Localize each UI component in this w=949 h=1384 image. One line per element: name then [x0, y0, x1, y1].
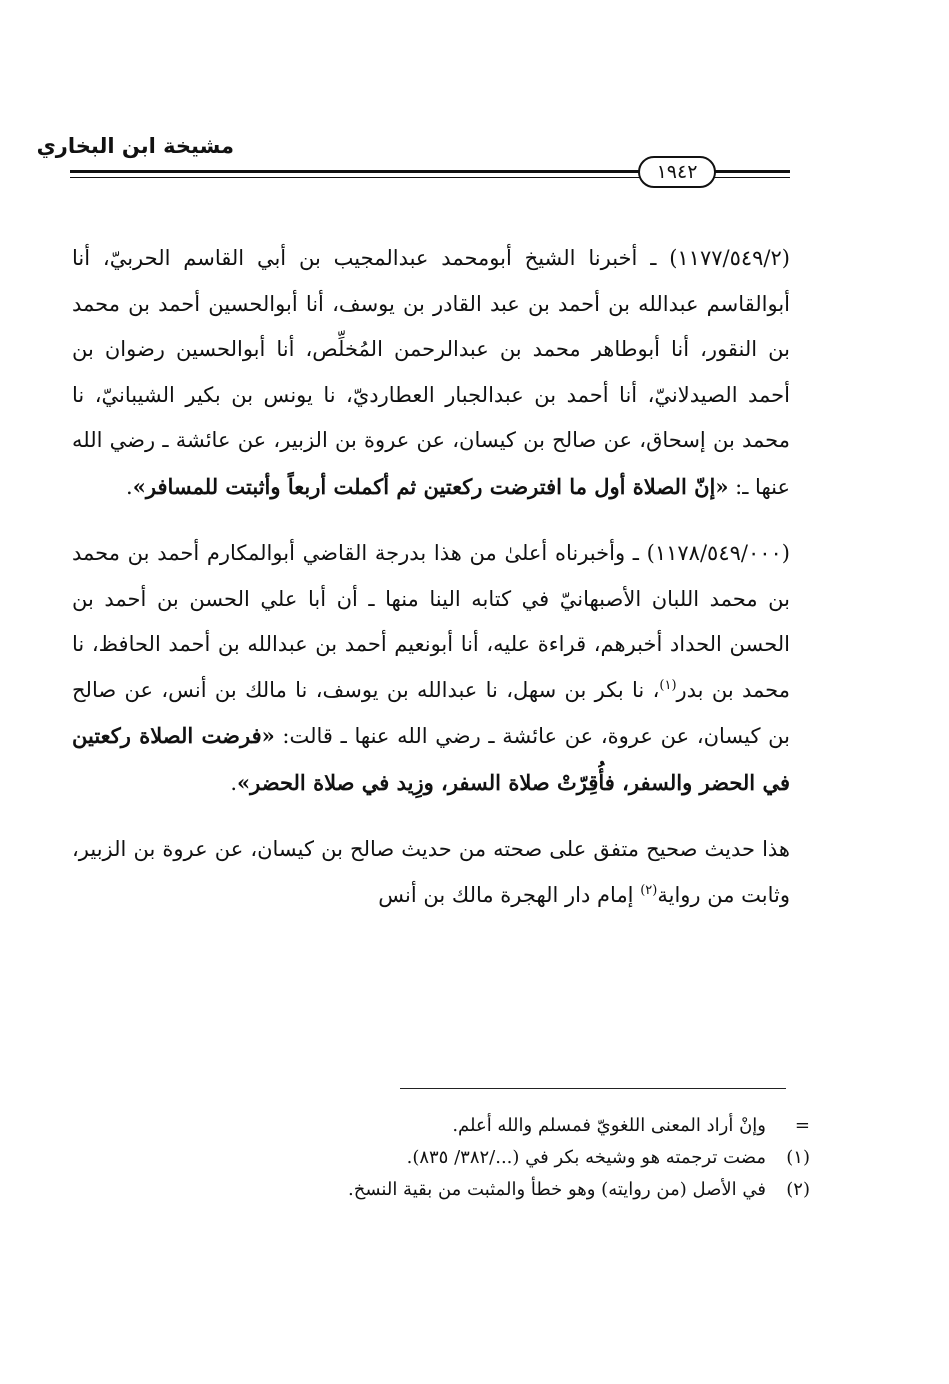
page-number: ١٩٤٢ [638, 156, 716, 188]
footnote-text: مضت ترجمته هو وشيخه بكر في (.../٣٨٢/ ٨٣٥). [406, 1147, 766, 1168]
paragraph-text: إمام دار الهجرة مالك بن أنس [378, 882, 641, 907]
footnote-continuation [220, 1110, 810, 1142]
footnote-mark: (٢) [786, 1179, 810, 1200]
running-title: مشيخة ابن البخاري [36, 134, 234, 158]
paragraph-text: . [230, 770, 238, 795]
footnotes [220, 1110, 810, 1206]
paragraph-text: هذا حديث صحيح متفق على صحته من حديث صالح بن كيسان، عن عروة بن الزبير، وثابت من رواية [72, 837, 790, 907]
footnote-1 [220, 1142, 810, 1174]
hadith-quote: «فرضت الصلاة ركعتين في الحضر والسفر، فأُقِرّتْ صلاة السفر، وزِيد في صلاة الحضر» [72, 723, 790, 795]
footnote-2 [220, 1174, 810, 1206]
paragraph-text: . [126, 474, 133, 499]
footnote-mark: = [794, 1115, 810, 1136]
footnote-text: في الأصل (من روايته) وهو خطأ والمثبت من بقية النسخ. [348, 1179, 766, 1200]
paragraph-text: (١١٧٧/٥٤٩/٢) ـ أخبرنا الشيخ أبومحمد عبدالمجيب بن أبي القاسم الحربيّ، أنا أبوالقاسم عبدالله بن أحمد بن عبد القادر بن يوسف، أنا أبوالحسين أحمد بن محمد بن النقور، أنا أبوطاهر محمد بن عبدالرحمن المُخلِّص، أنا أبوالحسين رضوان بن أحمد الصيدلانيّ، أنا أحمد بن عبدالجبار العطارديّ، نا يونس بن بكير الشيبانيّ، نا محمد بن إسحاق، عن صالح بن كيسان، عن عروة بن الزبير، عن عائشة ـ رضي الله عنها ـ: [72, 246, 790, 499]
footnote-reference: (٢) [640, 882, 658, 898]
commentary-paragraph [72, 827, 790, 918]
paragraph-text: ، نا بكر بن سهل، نا عبدالله بن يوسف، نا مالك بن أنس، عن صالح بن كيسان، عن عروة، عن عائشة ـ رضي الله عنها ـ قالت: [72, 677, 790, 748]
main-text [72, 236, 790, 918]
hadith-paragraph-1178 [72, 531, 790, 806]
paragraph-text: (١١٧٨/٥٤٩/٠٠٠) ـ وأخبرناه أعلىٰ من هذا بدرجة القاضي أبوالمكارم أحمد بن محمد بن محمد اللبان الأصبهانيّ في كتابه الينا منها ـ أن أبا علي الحسن بن أحمد بن الحسن الحداد أخبرهم، قراءة عليه، أنا أبونعيم أحمد بن عبدالله بن أحمد الحافظ، نا محمد بن بدر [72, 541, 790, 702]
hadith-paragraph-1177 [72, 236, 790, 510]
page-header [36, 128, 790, 188]
footnote-text: وإنْ أراد المعنى اللغويّ فمسلم والله أعلم. [452, 1115, 766, 1136]
footnote-mark: (١) [786, 1147, 810, 1168]
hadith-quote: «إنّ الصلاة أول ما افترضت ركعتين ثم أكملت أربعاً وأثبتت للمسافر» [132, 473, 729, 499]
footnote-reference: (١) [659, 677, 677, 693]
footnote-separator [400, 1088, 786, 1089]
